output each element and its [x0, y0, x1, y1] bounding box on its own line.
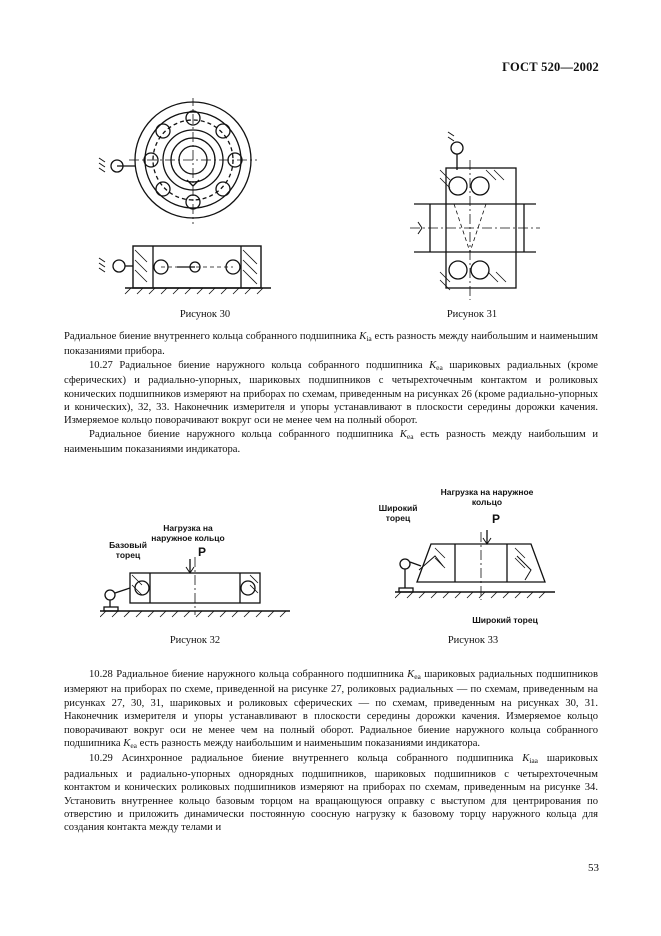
paragraph-10-28: 10.28 Радиальное биение наружного кольца собранного подшипника $K_{ea}$ шариковых радиальных подшипников измеряют на приборах по схеме, приведенной на рисунке 27, роликовых радиальных — по схемам, приведенным на рисунках 27, 30, 31, шариковых и роликовых сферических — по схемам, приведенным на рисунках 30, 31. Наконечник измерителя и упоры устанавливают в плоскости середины дорожки качения. Измеряемое кольцо поворачивают вокруг оси не менее чем на полный оборот. Радиальное биение наружного кольца собранного подшипника $K_{ea}$ есть разность между наибольшим и наименьшим показаниями индикатора.	[64, 669, 598, 751]
page-number: 53	[588, 862, 599, 874]
figure-33-label-load: Нагрузка на наружное кольцо	[440, 487, 534, 507]
figure-32-label-load: Нагрузка на наружное кольцо	[151, 523, 225, 543]
standard-number: ГОСТ 520—2002	[502, 60, 599, 74]
figure-30-caption: Рисунок 30	[179, 309, 231, 320]
figure-31-drawing	[410, 130, 540, 305]
paragraph-10-29: 10.29 Асинхронное радиальное биение внутреннего кольца собранного подшипника $K_{iaa}$ шариковых радиальных и радиально-упорных однорядных подшипников, шариковых подшипников с четырехточечным контактом и конических роликовых подшипников измеряют на приборах по схемам, приведенным на рисунке 34. Установить внутреннее кольцо базовым торцом на вращающуюся оправку с выступом для центрирования по отверстию и приложить динамически постоянную соосную нагрузку к базовому торцу наружного кольца для создания контакта между телами и	[64, 753, 598, 834]
paragraph-radial-runout-inner: Радиальное биение внутреннего кольца собранного подшипника $K_{ia}$ есть разность между наибольшим и наименьшим показаниями прибора.	[64, 331, 598, 358]
figure-32-label-base-face: Базовый торец	[109, 540, 147, 560]
figure-32-drawing	[100, 555, 300, 625]
figure-33-caption: Рисунок 33	[447, 635, 499, 646]
paragraph-10-27: 10.27 Радиальное биение наружного кольца собранного подшипника $K_{ea}$ шариковых радиальных (кроме сферических) и радиально-упорных, шариковых подшипников с четырехточечным контактом и роликовых конических подшипников измеряют на приборах по схемам, приведенным на рисунках 26 (кроме радиально-упорных и конических), 32, 33. Наконечник измерителя и упоры устанавливают в плоскости середины дорожки качения. Измеряемое кольцо поворачивают вокруг оси не менее чем на полный оборот.	[64, 359, 598, 427]
figure-33-label-wide-face-bottom: Широкий торец	[472, 615, 538, 625]
figure-31-caption: Рисунок 31	[446, 309, 498, 320]
figure-33-label-wide-face-top: Широкий торец	[378, 503, 418, 523]
figure-32-caption: Рисунок 32	[169, 635, 221, 646]
paragraph-radial-runout-outer: Радиальное биение наружного кольца собранного подшипника $K_{ea}$ есть разность между наибольшим и наименьшим показаниями индикатора.	[64, 428, 598, 456]
figure-32-letter-p: P	[198, 545, 207, 559]
figure-33-letter-p: P	[492, 512, 501, 526]
figure-30-drawing	[95, 98, 275, 308]
